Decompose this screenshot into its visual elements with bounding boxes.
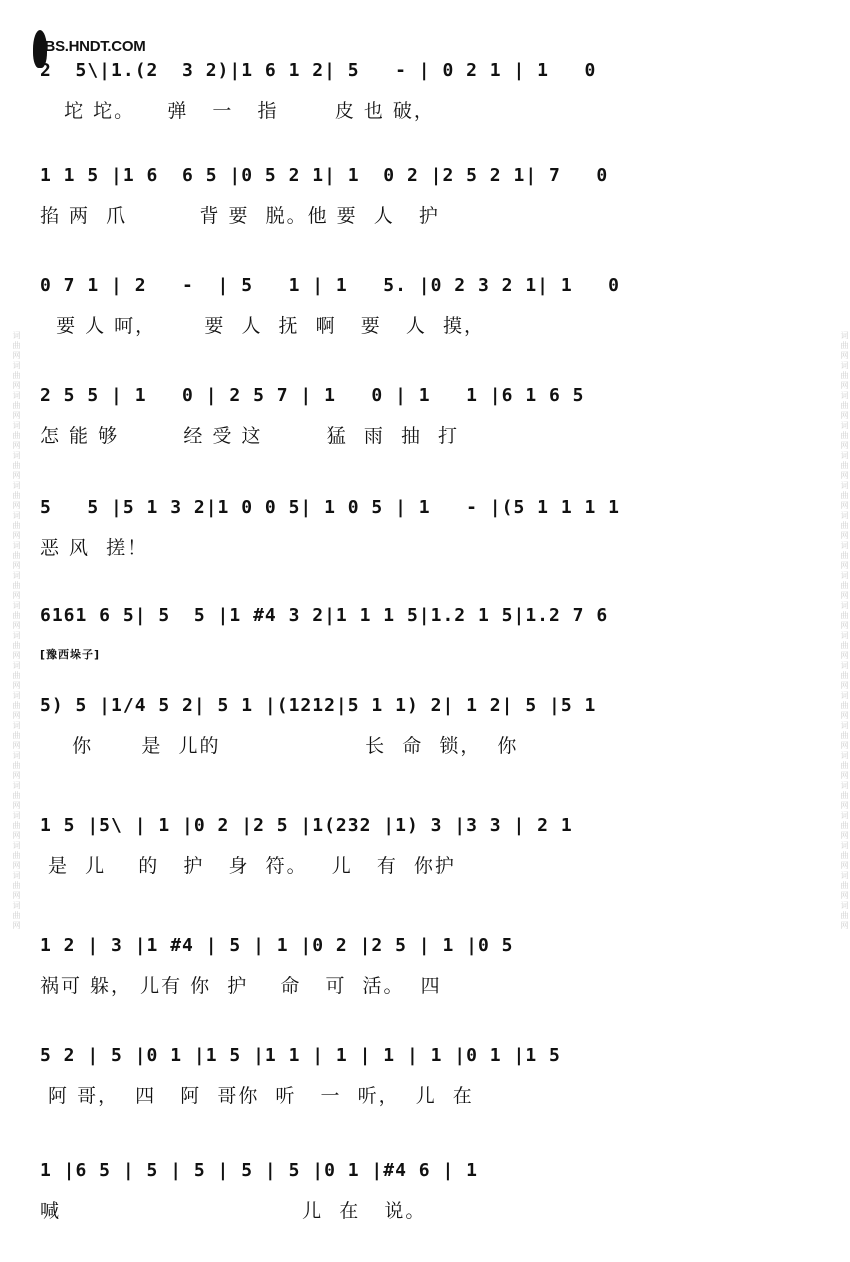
score-row (0, 1160, 850, 1250)
score-row (0, 605, 850, 695)
site-watermark: BBS.HNDT.COM (34, 38, 146, 55)
notation-line: 1 |6 5 | 5 | 5 | 5 | 5 |0 1 |#4 6 | 1 (40, 1160, 478, 1181)
notation-line: 5) 5 |1/4 5 2| 5 1 |(1212|5 1 1) 2| 1 2| 5 |5 1 (40, 695, 597, 716)
score-row (0, 497, 850, 587)
score-row (0, 1045, 850, 1135)
notation-line: 1 1 5 |1 6 6 5 |0 5 2 1| 1 0 2 |2 5 2 1| 7 0 (40, 165, 609, 186)
score-row (0, 695, 850, 785)
score-row (0, 385, 850, 475)
lyric-line: 喊 儿 在 说。 (40, 1200, 427, 1222)
lyric-line: 阿 哥， 四 阿 哥你 听 一 听， 儿 在 (40, 1085, 474, 1107)
notation-line: 5 5 |5 1 3 2|1 0 0 5| 1 0 5 | 1 - |(5 1 1 1 1 (40, 497, 621, 518)
lyric-line: 坨 坨。 弹 一 指 皮 也 破， (40, 100, 435, 122)
left-watermark-strip: 词曲网词曲网词曲网词曲网词曲网词曲网词曲网词曲网词曲网词曲网词曲网词曲网词曲网词曲网词曲网词曲网词曲网词曲网词曲网词曲网 (12, 331, 21, 931)
lyric-line: 祸可 躲， 儿有 你 护 命 可 活。 四 (40, 975, 442, 997)
lyric-line: 恶 风 搓！ (40, 537, 149, 559)
lyric-line: 怎 能 够 经 受 这 猛 雨 抽 打 (40, 425, 460, 447)
lyric-line: 是 儿 的 护 身 符。 儿 有 你护 (40, 855, 456, 877)
lyric-line: 你 是 儿的 长 命 锁， 你 (40, 735, 519, 757)
lyric-line: 掐 两 爪 背 要 脱。他 要 人 护 (40, 205, 440, 227)
notation-line: 0 7 1 | 2 - | 5 1 | 1 5. |0 2 3 2 1| 1 0 (40, 275, 621, 296)
section-label: [豫西垛子] (40, 648, 101, 661)
notation-line: 1 5 |5\ | 1 |0 2 |2 5 |1(232 |1) 3 |3 3 | 2 1 (40, 815, 573, 836)
score-row (0, 275, 850, 365)
notation-line: 5 2 | 5 |0 1 |1 5 |1 1 | 1 | 1 | 1 |0 1 |1 5 (40, 1045, 561, 1066)
right-watermark-strip: 词曲网词曲网词曲网词曲网词曲网词曲网词曲网词曲网词曲网词曲网词曲网词曲网词曲网词曲网词曲网词曲网词曲网词曲网词曲网词曲网 (840, 331, 849, 931)
notation-line: 2 5 5 | 1 0 | 2 5 7 | 1 0 | 1 1 |6 1 6 5 (40, 385, 585, 406)
notation-line: 6161 6 5| 5 5 |1 #4 3 2|1 1 1 5|1.2 1 5|1.2 7 6 (40, 605, 609, 626)
score-row (0, 935, 850, 1025)
notation-line: 1 2 | 3 |1 #4 | 5 | 1 |0 2 |2 5 | 1 |0 5 (40, 935, 514, 956)
score-row (0, 60, 850, 150)
score-row (0, 815, 850, 905)
lyric-line: 要 人 呵， 要 人 抚 啊 要 人 摸， (40, 315, 485, 337)
notation-line: 2 5\|1.(2 3 2)|1 6 1 2| 5 - | 0 2 1 | 1 0 (40, 60, 597, 81)
score-row (0, 165, 850, 255)
